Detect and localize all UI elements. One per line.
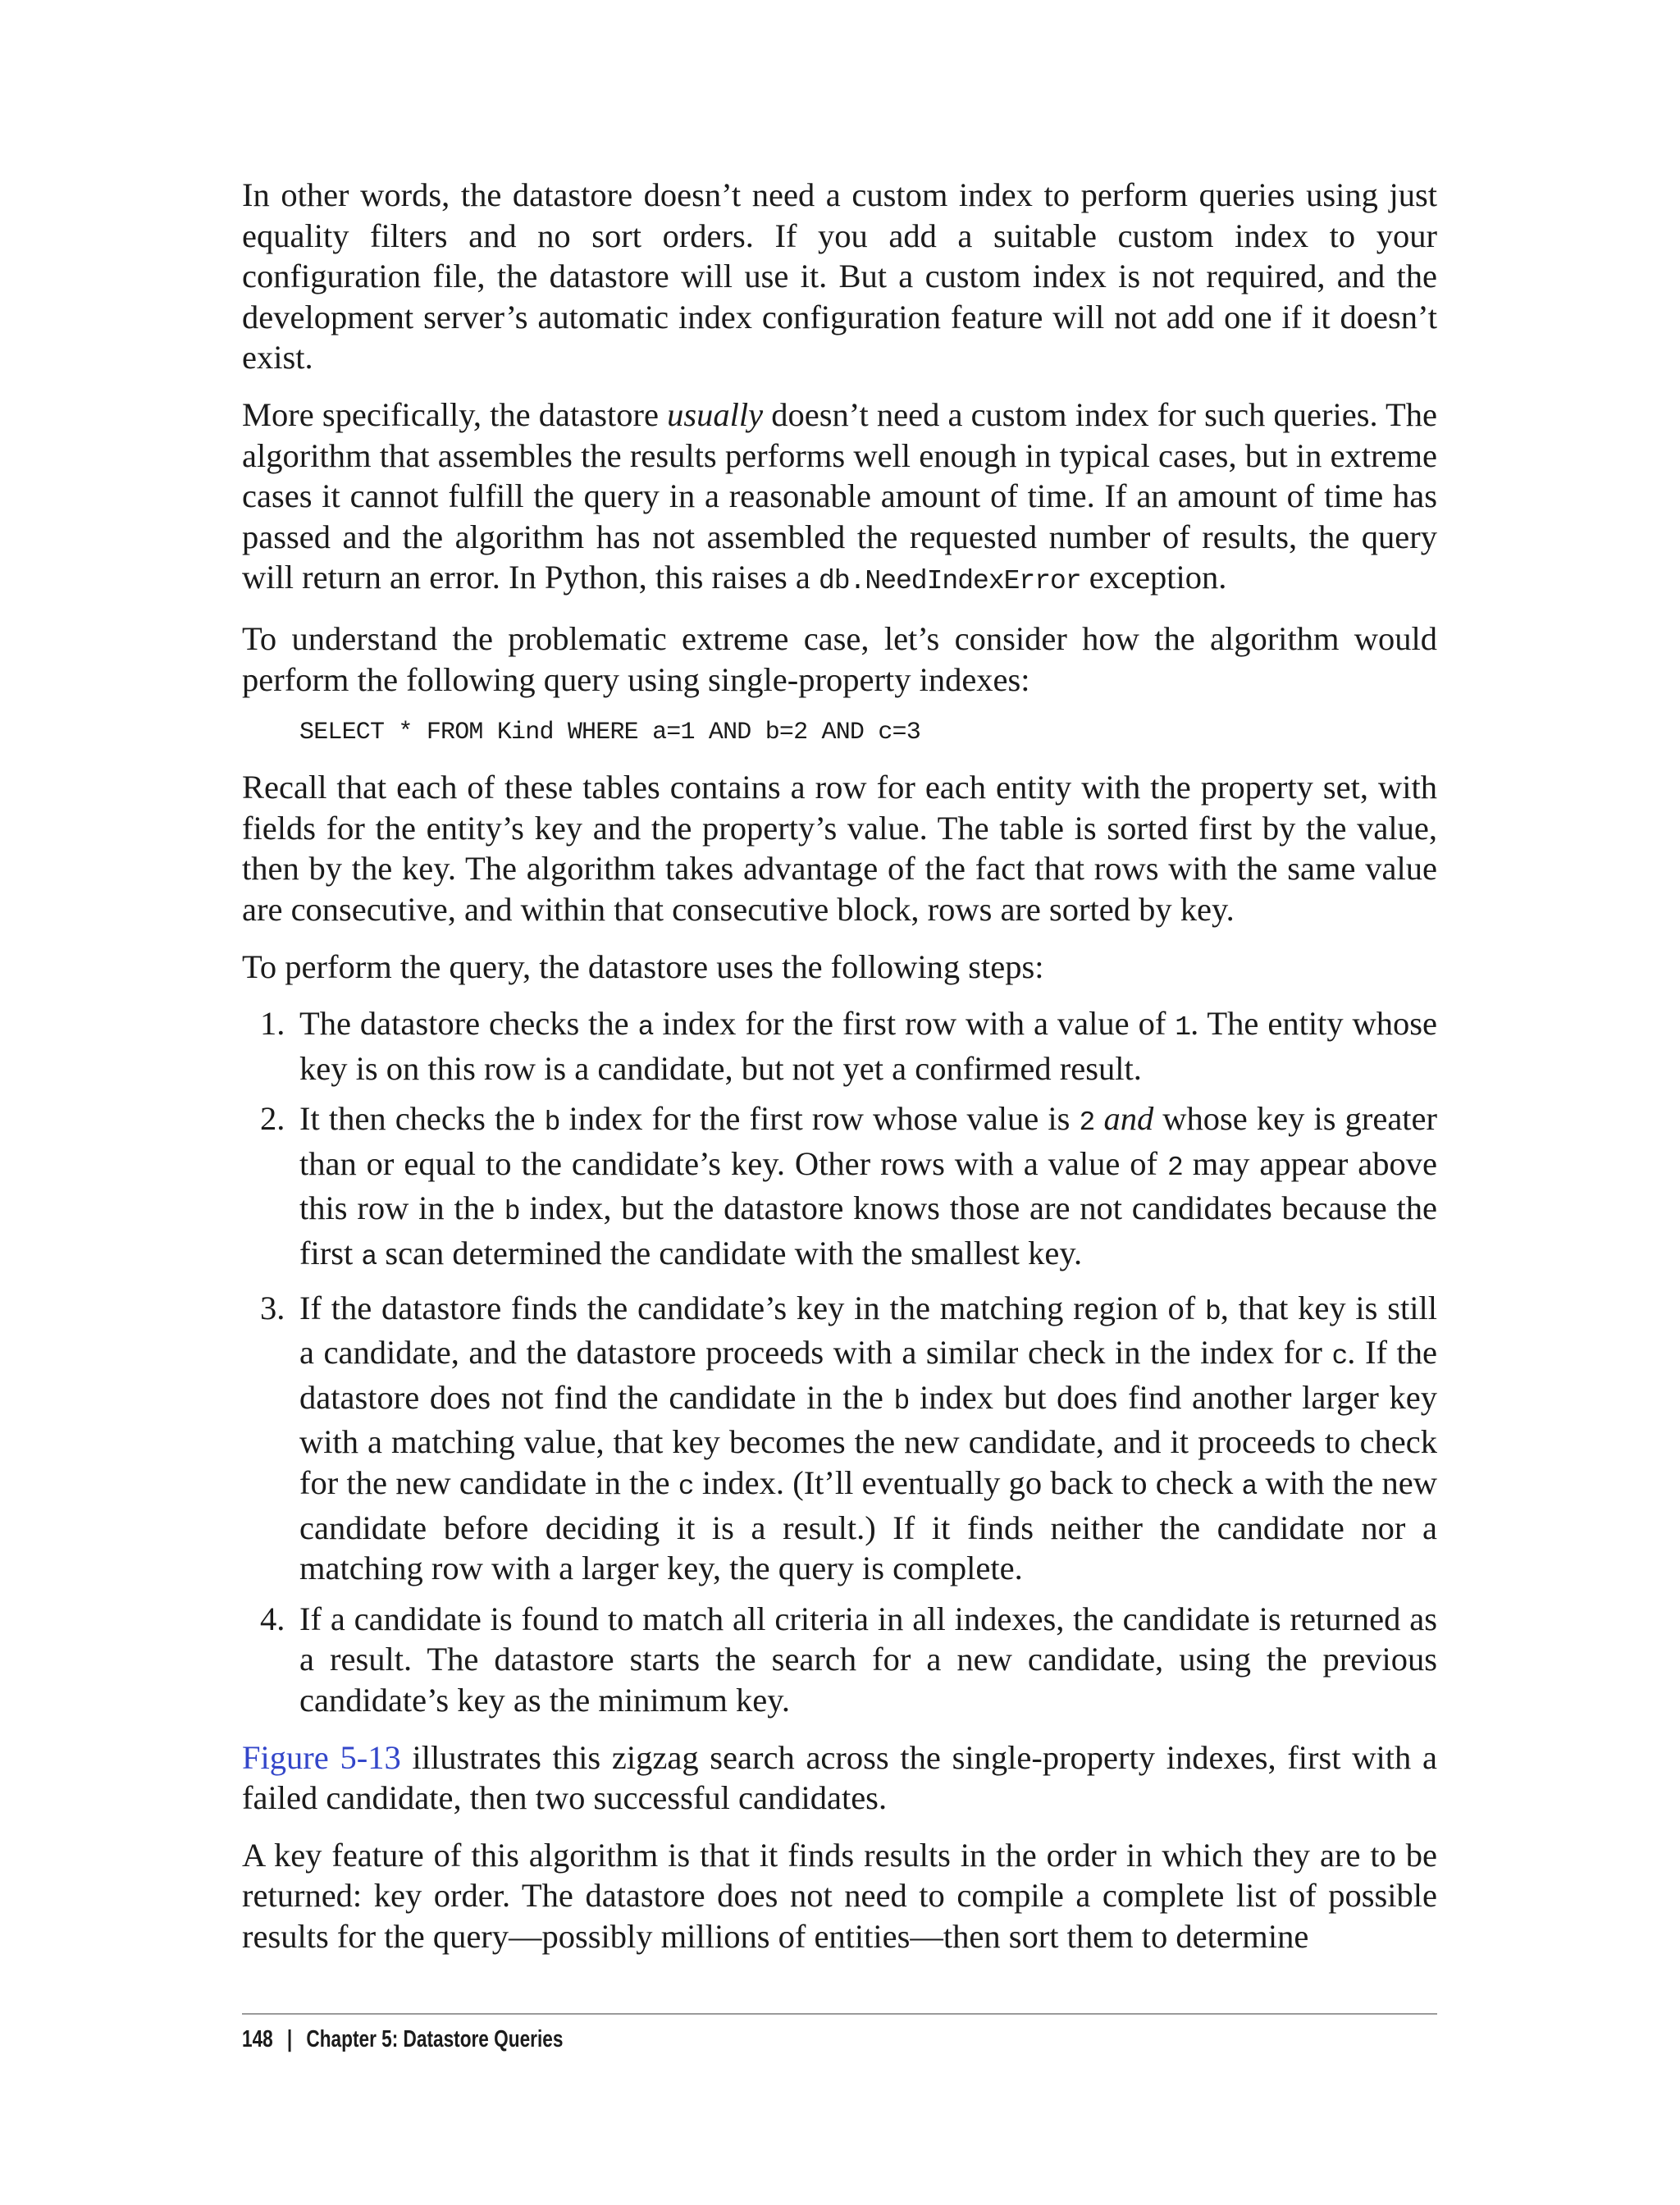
- inline-code: a: [361, 1242, 377, 1273]
- list-item-step-1: [242, 1003, 1437, 1089]
- inline-code: 2: [1079, 1107, 1095, 1139]
- step-text: [1094, 1100, 1103, 1137]
- step-number: 2.: [260, 1100, 285, 1138]
- paragraph-key-feature: [242, 1835, 1437, 1957]
- inline-code: b: [504, 1197, 520, 1228]
- footer-separator: |: [286, 2026, 293, 2052]
- paragraph-text: doesn’t need a custom index for such queries. The algorithm that assembles the results performs well enough in typical cases, but in extreme cases it cannot fulfill the query in a reasonable amount of time. If an amount of time has passed and the algorithm has not assembled the requested number of results, the query will return an error. In Python, this raises a: [242, 395, 1437, 596]
- paragraph-text: To perform the query, the datastore uses the following steps:: [242, 947, 1044, 985]
- step-text: index but does find another larger key with a matching value, that key becomes the new candidate, and it proceeds to check for the new candidate in the: [299, 1378, 1437, 1502]
- step-text: index, but the datastore knows those are not candidates because the first: [299, 1189, 1437, 1272]
- step-text: . If the datastore does not find the candidate in the: [299, 1334, 1438, 1416]
- step-number: 1.: [260, 1005, 285, 1043]
- paragraph-figure-reference: [242, 1737, 1437, 1819]
- step-text: If a candidate is found to match all criteria in all indexes, the candidate is returned as a result. The datastore starts the search for a new candidate, using the previous candidate’s key as the minimum key.: [299, 1600, 1437, 1719]
- inline-code: 1: [1175, 1012, 1191, 1043]
- inline-code: b: [1204, 1296, 1221, 1327]
- step-text: scan determined the candidate with the smallest key.: [377, 1235, 1083, 1272]
- inline-code: b: [544, 1107, 560, 1139]
- step-text: may appear above this row in the: [299, 1144, 1437, 1227]
- paragraph-text: In other words, the datastore doesn’t need a custom index to perform queries using just equality filters and no sort orders. If you add a suitable custom index to your configuration file, the datastore will use it. But a custom index is not required, and the development server’s automatic index configuration feature will not add one if it doesn’t exist.: [242, 176, 1437, 377]
- step-text: with the new candidate before deciding it is a result.) If it finds neither the candidate nor a matching row with a larger key, the query is complete.: [299, 1464, 1437, 1587]
- inline-code: a: [1241, 1472, 1258, 1503]
- page-body: [242, 175, 1437, 1974]
- step-text: whose key is greater than or equal to the candidate’s key. Other rows with a value of: [299, 1100, 1438, 1182]
- paragraph-text: illustrates this zigzag search across the single-property indexes, first with a failed candidate, then two successful candidates.: [242, 1738, 1437, 1817]
- paragraph-recall-tables: [242, 767, 1437, 929]
- step-text: index for the first row with a value of: [653, 1005, 1176, 1043]
- step-text: If the datastore finds the candidate’s key in the matching region of: [299, 1289, 1205, 1326]
- numbered-steps-list: [242, 1003, 1437, 1721]
- step-text: , that key is still a candidate, and the datastore proceeds with a similar check in the index for: [299, 1289, 1437, 1372]
- step-number: 4.: [260, 1600, 285, 1637]
- paragraph-steps-intro: [242, 947, 1437, 988]
- paragraph-usually-no-custom-index: [242, 395, 1437, 602]
- paragraph-text: exception.: [1080, 559, 1227, 596]
- paragraph-extreme-case-intro: [242, 619, 1437, 700]
- paragraph-text: Recall that each of these tables contains a row for each entity with the property set, with fields for the entity’s key and the property’s value. The table is sorted first by the value, then by the key. The algorithm takes advantage of the fact that rows with the same value are consecutive, and within that consecutive block, rows are sorted by key.: [242, 769, 1437, 928]
- inline-code: b: [893, 1386, 910, 1417]
- paragraph-equality-filters: [242, 175, 1437, 378]
- step-text: index. (It’ll eventually go back to check: [693, 1464, 1242, 1502]
- step-text: It then checks the: [299, 1100, 545, 1138]
- page-footer: [242, 2023, 563, 2056]
- footer-divider: [242, 2013, 1437, 2015]
- figure-5-13-link[interactable]: Figure 5-13: [242, 1738, 401, 1776]
- step-text: index for the first row whose value is: [559, 1100, 1080, 1138]
- step-number: 3.: [260, 1289, 285, 1326]
- paragraph-text: A key feature of this algorithm is that it finds results in the order in which they are to be returned: key order. The datastore does not need to compile a complete list of possible results for the query—possibly millions of entities—then sort them to determine: [242, 1836, 1437, 1955]
- inline-code: c: [678, 1472, 694, 1503]
- chapter-title: Chapter 5: Datastore Queries: [306, 2026, 564, 2052]
- list-item-step-3: [242, 1288, 1437, 1589]
- paragraph-text: More specifically, the datastore: [242, 395, 668, 433]
- list-item-step-4: [242, 1599, 1437, 1721]
- inline-code: c: [1331, 1341, 1348, 1372]
- paragraph-text: To understand the problematic extreme case, let’s consider how the algorithm would perform the following query using single-property indexes:: [242, 619, 1437, 698]
- inline-code: a: [637, 1012, 654, 1043]
- page-number: 148: [242, 2026, 273, 2052]
- code-block-query: SELECT * FROM Kind WHERE a=1 AND b=2 AND c=3: [299, 719, 920, 747]
- emphasis-usually: usually: [667, 395, 764, 433]
- step-text: . The entity whose key is on this row is a candidate, but not yet a confirmed result.: [299, 1005, 1438, 1087]
- inline-code-need-index-error: db.NeedIndexError: [818, 566, 1081, 597]
- list-item-step-2: [242, 1098, 1437, 1277]
- emphasis-and: and: [1103, 1100, 1154, 1138]
- step-text: The datastore checks the: [299, 1005, 638, 1043]
- inline-code: 2: [1166, 1152, 1183, 1183]
